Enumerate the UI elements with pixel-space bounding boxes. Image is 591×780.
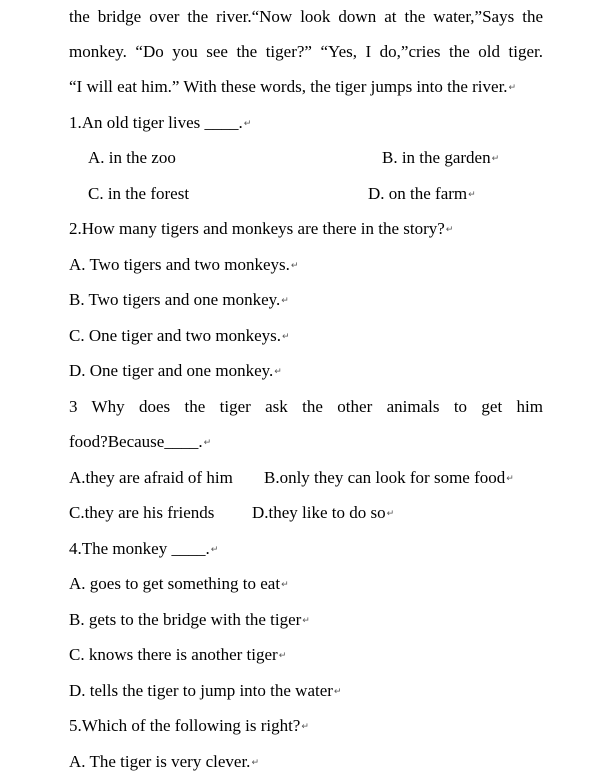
paragraph-mark-icon: ↵	[333, 687, 342, 698]
paragraph-mark-icon: ↵	[281, 580, 289, 591]
question-4-stem-text: 4.The monkey ____.	[69, 539, 210, 558]
question-1-option-b-text: B. in the garden	[382, 148, 491, 167]
paragraph-mark-icon: ↵	[386, 509, 395, 520]
paragraph-mark-icon: ↵	[210, 545, 219, 556]
question-3-stem-line-2-text: food?Because____.	[69, 432, 203, 451]
passage-line-3-text: “I will eat him.” With these words, the tiger jumps into the river.	[69, 77, 508, 96]
question-4-stem	[69, 532, 543, 566]
paragraph-mark-icon: ↵	[491, 154, 500, 165]
question-5-stem	[69, 709, 543, 743]
passage-line-3	[69, 70, 543, 104]
question-5-option-a-text: A. The tiger is very clever.	[69, 752, 251, 771]
passage-line-2: monkey. “Do you see the tiger?” “Yes, I do,”cries the old tiger.	[69, 42, 543, 61]
question-3-option-c	[69, 496, 214, 530]
question-1-option-a-text: A. in the zoo	[88, 148, 176, 167]
paragraph-mark-icon: ↵	[290, 261, 299, 272]
question-3-option-b-text: B.only they can look for some food	[264, 468, 506, 487]
question-2-stem	[69, 212, 543, 246]
question-1-option-d	[368, 177, 476, 211]
question-2-option-c-text: C. One tiger and two monkeys.	[69, 326, 281, 345]
question-2-option-b	[69, 283, 543, 317]
question-4-option-d	[69, 674, 543, 708]
paragraph-mark-icon: ↵	[301, 722, 309, 733]
question-4-option-d-text: D. tells the tiger to jump into the water	[69, 681, 333, 700]
question-1-option-d-text: D. on the farm	[368, 184, 468, 203]
question-3-option-a-text: A.they are afraid of him	[69, 468, 233, 487]
paragraph-mark-icon: ↵	[281, 296, 289, 307]
question-3-option-d-text: D.they like to do so	[252, 503, 386, 522]
question-4-option-b-text: B. gets to the bridge with the tiger	[69, 610, 302, 629]
question-1-option-c-text: C. in the forest	[88, 184, 190, 203]
passage-line-1: the bridge over the river.“Now look down at the water,”Says the	[69, 7, 543, 26]
question-2-option-b-text: B. Two tigers and one monkey.	[69, 290, 281, 309]
paragraph-mark-icon: ↵	[274, 367, 282, 378]
question-3-option-a	[69, 461, 233, 495]
paragraph-mark-icon: ↵	[282, 332, 290, 343]
question-3-option-c-text: C.they are his friends	[69, 503, 215, 522]
question-2-option-d	[69, 354, 543, 388]
question-3-stem-line-2	[69, 425, 543, 459]
question-3-option-b	[264, 461, 514, 495]
question-4-option-c-text: C. knows there is another tiger	[69, 645, 278, 664]
question-1-option-c	[88, 177, 189, 211]
paragraph-mark-icon: ↵	[278, 651, 287, 662]
question-1-option-a	[88, 141, 176, 175]
question-3-option-d	[252, 496, 394, 530]
question-4-option-a	[69, 567, 543, 601]
question-2-option-a-text: A. Two tigers and two monkeys.	[69, 255, 290, 274]
question-4-option-a-text: A. goes to get something to eat	[69, 574, 281, 593]
paragraph-mark-icon: ↵	[468, 190, 476, 201]
question-2-option-d-text: D. One tiger and one monkey.	[69, 361, 274, 380]
question-4-option-c	[69, 638, 543, 672]
paragraph-mark-icon: ↵	[508, 83, 517, 94]
question-1-stem-text: 1.An old tiger lives ____.	[69, 113, 243, 132]
paragraph-mark-icon: ↵	[445, 225, 454, 236]
question-5-option-a	[69, 745, 543, 779]
question-5-stem-text: 5.Which of the following is right?	[69, 716, 301, 735]
question-3-stem-line-1: 3 Why does the tiger ask the other animals to get him	[69, 397, 543, 416]
paragraph-mark-icon: ↵	[302, 616, 310, 627]
question-2-stem-text: 2.How many tigers and monkeys are there in the story?	[69, 219, 445, 238]
question-4-option-b	[69, 603, 543, 637]
paragraph-mark-icon: ↵	[506, 474, 514, 485]
question-1-option-b	[382, 141, 499, 175]
paragraph-mark-icon: ↵	[243, 119, 252, 130]
question-2-option-c	[69, 319, 543, 353]
paragraph-mark-icon: ↵	[251, 758, 259, 769]
paragraph-mark-icon: ↵	[203, 438, 212, 449]
question-1-stem	[69, 106, 543, 140]
question-2-option-a	[69, 248, 543, 282]
